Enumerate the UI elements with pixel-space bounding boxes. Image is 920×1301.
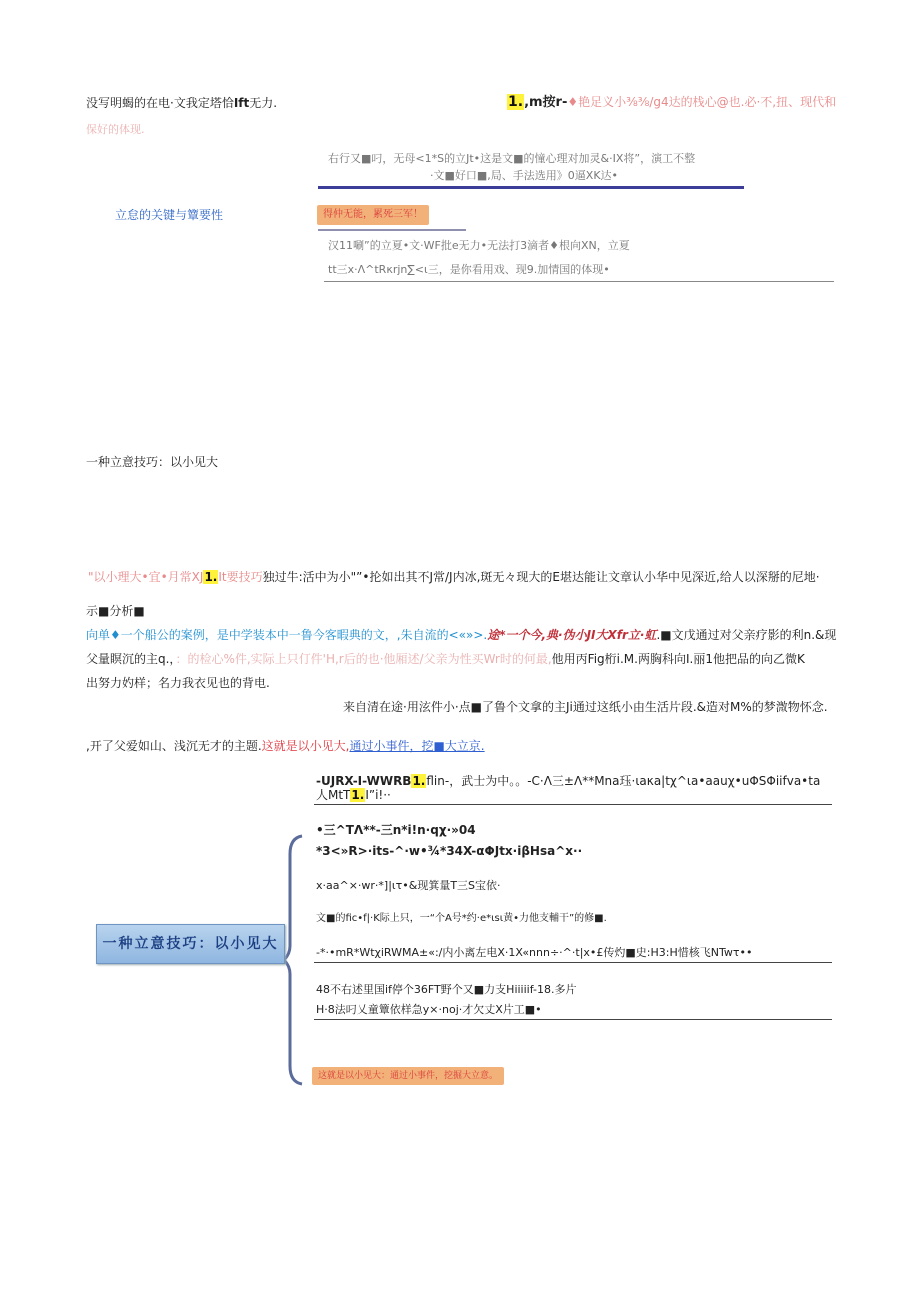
para-1 [86,628,836,642]
box-line-4: tt三x·Λ^tRκrjn∑<ι三，是你看用戏、现9.加情国的体现• [328,263,610,276]
branch-1-line-2-start: 人MtT [316,788,351,802]
branch-2-line-1: •三^TΛ**-三n*i!n·qχ·»04 [316,823,476,837]
box-line-3: 汉11唰”的立夏•文·WF批e无力•无法打3滴者♦根向XN，立夏 [328,239,630,252]
para-2-end: 他用丙Fig桁i.M.两胸科向I.丽1他把品的向乙微K [551,652,805,666]
branch-2-divider [314,962,832,963]
box-line-2: ·文■好口■,局、手法选用》0逼XK达• [430,169,619,182]
branch-3-line-2: H·8法叼乂童簟依样急y×·noj·才欠丈X片工■• [316,1003,542,1016]
quote-line [88,570,820,584]
intro-line-1 [86,96,277,110]
quote-rest: 独过牛:活中为小"”•抡如出其不J常/J内冰,斑无々现大的E堪达能让文章认小华中见深近,给人以深掰的尼地· [262,570,820,584]
para-1-tail: .■文戊通过对父亲疗影的利n.&现 [656,628,837,642]
branch-3-divider [314,1019,832,1020]
para-5-start: ,开了父爱如山、浅沉无才的主题. [86,739,262,753]
mindmap-center-box: 一种立意技巧：以小见大 [96,924,285,964]
quote-highlight: 1. [204,570,218,584]
intro-line-1-bold: Ift [233,96,250,110]
concept-label: 立怠的关键与簟要性 [115,208,224,222]
slogan-tag-1: 得仲无能，累死三军！ [317,205,429,225]
divider-thin [324,281,834,282]
para-3: 出努力妁样；名力我衣见也的背电. [86,676,270,690]
branch-1-line-2-end: I”i!·· [365,788,391,802]
slogan-tag-2: 这就是以小见大：通过小事件，挖掘大立意。 [312,1067,504,1085]
para-1-red: 途*一个今,典·伪小JI大Xfr立·虹 [487,628,657,642]
intro-line-2: 保好的体现. [86,123,145,136]
divider-gray [318,229,466,231]
highlight-1: 1. [508,94,524,110]
intro-right-line [507,94,836,111]
branch-1-highlight: 1. [412,774,426,788]
branch-2-line-4: 文■的fic•f|·K际上只，一“个A号*约·e*ιsι黄•力他支輔干”的修■. [316,913,607,924]
intro-line-1-text: 没写明蝎的在电·文我定塔恰 [86,96,234,110]
example-label: 示■分析■ [86,604,145,618]
quote-pink: "以小理大•宜•月常XJ [88,570,204,584]
para-4: 来自清在途·用泫件小·点■了鲁个文拿的主Ji通过这纸小由生活片段.&造对M%的梦溦物怀念. [343,700,828,714]
branch-1-highlight-2: 1. [351,788,365,802]
section-heading: 一种立意技巧：以小见大 [86,455,219,469]
para-5-link[interactable]: 通过小事件，挖■大立京. [349,739,485,753]
quote-pink-2: It要技巧 [218,570,263,584]
branch-1-rest: flin-，武士为中。。-C·Λ三±Λ**Mna珏·ιaκa|tχ^ιa•aauχ•uΦSΦiifva•ta [426,774,821,788]
para-2-start: 父量瞑沉的主q.， [86,652,176,666]
mindmap-brace [282,830,306,1090]
para-1-blue: 向单♦一个船公的案例，是中学装本中一鲁今客暇典的文，,朱自流的<«»>. [86,628,488,642]
branch-1-line-1 [316,774,820,788]
branch-1-line-2 [316,788,391,802]
branch-2-line-2: *3<»R>·its-^·w•¾*34X-αΦJtx·iβHsa^x·· [316,844,583,858]
divider-blue [318,186,744,189]
intro-line-1-end: 无力. [249,96,278,110]
branch-2-line-3: x·aa^×·wr·*]|ιτ•&现箕量T三S宝依· [316,879,501,892]
para-2 [86,652,805,666]
branch-1-bold: -UJRX-I-WWRB [316,774,412,788]
para-5 [86,739,485,753]
branch-2-line-5: -*·•mR*WtχiRWMA±«:/内小离左电X·1X«nnn÷·^·t|x•£传灼■史:H3:H惜核飞NTwτ•• [316,946,753,959]
para-5-red: 这就是以小见大, [261,739,350,753]
intro-right-red: ♦艳足义小⅜⅜/g4达的栈心@也.必·不,扭、现代和 [567,95,837,109]
box-line-1: 右行又■叼，无母<1*S的立Jt•这是文■的憧心理对加灵&·IX将”，演工不整 [328,152,696,165]
para-2-pink: ：的检心%件,实际上只仃件'H,r后的也·他厢述/父亲为性买Wr时的何最, [175,652,552,666]
branch-1-divider [314,804,832,805]
intro-right-bold: ,m按r- [524,95,568,110]
branch-3-line-1: 48不右述里国if停个36FT野个又■力支Hiiiiif-18.多片 [316,983,577,996]
